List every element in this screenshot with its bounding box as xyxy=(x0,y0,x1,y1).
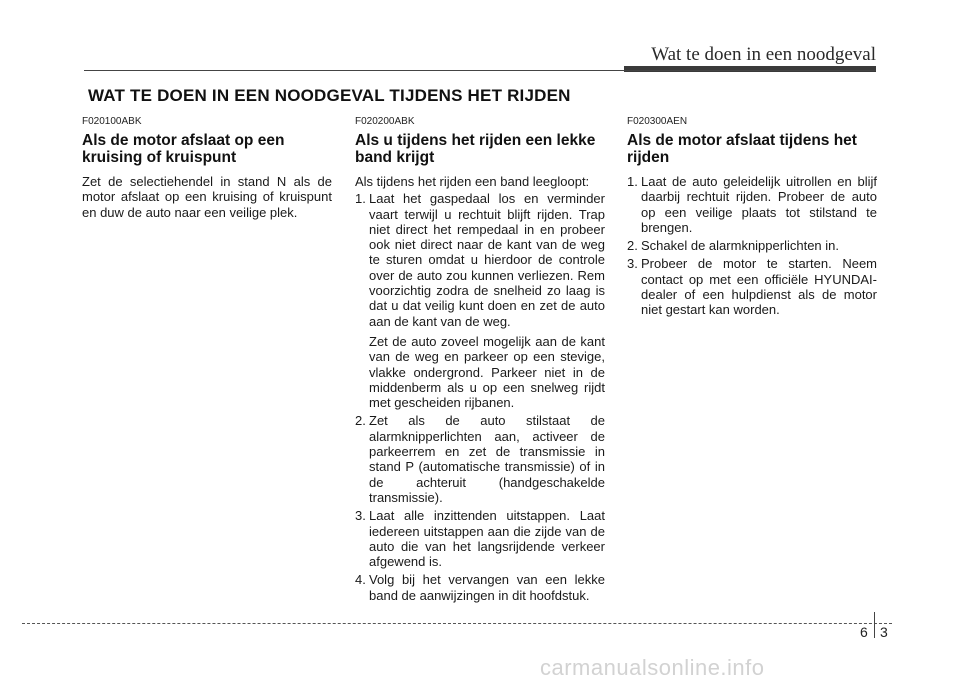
step-number: 1. xyxy=(627,174,638,189)
list-item xyxy=(355,572,605,603)
list-item xyxy=(355,413,605,505)
step-text: Schakel de alarmknipperlichten in. xyxy=(641,238,839,254)
step-number: 2. xyxy=(355,413,366,429)
header-accent-bar xyxy=(624,66,876,72)
section-title: Als de motor afslaat tijdens het rijden xyxy=(627,132,857,166)
section-engine-stall-driving xyxy=(627,116,877,321)
step-number: 1. xyxy=(355,191,366,207)
step-extra-text: Zet de auto zoveel mogelijk aan de kant van de weg en parkeer op een stevige, vlakke ondergrond. Parkeer niet in de middenberm als u op een snelweg rijdt met gescheiden rijbanen. xyxy=(369,333,605,411)
steps-list xyxy=(355,191,605,603)
section-intro: Als tijdens het rijden een band leegloopt: xyxy=(355,174,590,189)
list-item xyxy=(355,191,605,410)
list-item xyxy=(355,508,605,569)
section-title: Als de motor afslaat op een kruising of kruispunt xyxy=(82,132,285,166)
section-code: F020100ABK xyxy=(82,116,142,127)
list-item xyxy=(627,174,877,235)
header-rule xyxy=(84,70,876,71)
step-number: 4. xyxy=(355,572,366,588)
section-code: F020200ABK xyxy=(355,116,415,127)
step-text: Laat het gaspedaal los en verminder vaart terwijl u rechtuit blijft rijden. Trap niet direct het rempedaal in en probeer ook niet direct naar de kant van de weg te sturen omdat u hierdoor de controle over de auto zou kunnen verliezen. Rem voorzichtig zodra de snelheid zo laag is dat u dat veilig kunt doen en zet de auto aan de kant van de weg. xyxy=(369,191,605,329)
section-body: Zet de selectiehendel in stand N als de motor afslaat op een kruising of kruispunt en duw de auto naar een veilige plek. xyxy=(82,174,332,220)
step-number: 3. xyxy=(627,256,638,272)
page-heading: WAT TE DOEN IN EEN NOODGEVAL TIJDENS HET RIJDEN xyxy=(88,86,571,105)
step-text: Zet als de auto stilstaat de alarmknipperlichten aan, activeer de parkeerrem en zet de transmissie in stand P (automatische transmissie) of in de achteruit (handgeschakelde transmissie). xyxy=(369,413,605,505)
step-text: Probeer de motor te starten. Neem contact op met een officiële HYUNDAI-dealer of een hulpdienst als de motor niet gestart kan worden. xyxy=(641,256,877,318)
step-text: Volg bij het vervangen van een lekke band de aanwijzingen in dit hoofdstuk. xyxy=(369,572,605,603)
section-code: F020300AEN xyxy=(627,116,688,127)
chapter-number: 6 xyxy=(860,624,868,640)
step-text: Laat alle inzittenden uitstappen. Laat iedereen uitstappen aan die zijde van de auto die van het langsrijdende verkeer afgewend is. xyxy=(369,508,605,570)
watermark: carmanualsonline.info xyxy=(540,655,765,680)
section-title: Als u tijdens het rijden een lekke band krijgt xyxy=(355,132,596,166)
section-flat-tire xyxy=(355,116,605,606)
list-item xyxy=(627,238,877,253)
page-number: 3 xyxy=(880,624,888,640)
steps-list xyxy=(627,174,877,318)
page-number-divider xyxy=(874,612,875,638)
step-number: 2. xyxy=(627,238,638,254)
section-engine-stall-crossing xyxy=(82,116,332,220)
footer-rule xyxy=(22,623,892,624)
step-text: Laat de auto geleidelijk uitrollen en blijf daarbij rechtuit rijden. Probeer de auto op een veilige plaats tot stilstand te brengen. xyxy=(641,174,877,235)
step-number: 3. xyxy=(355,508,366,524)
chapter-title: Wat te doen in een noodgeval xyxy=(651,44,876,65)
list-item xyxy=(627,256,877,317)
